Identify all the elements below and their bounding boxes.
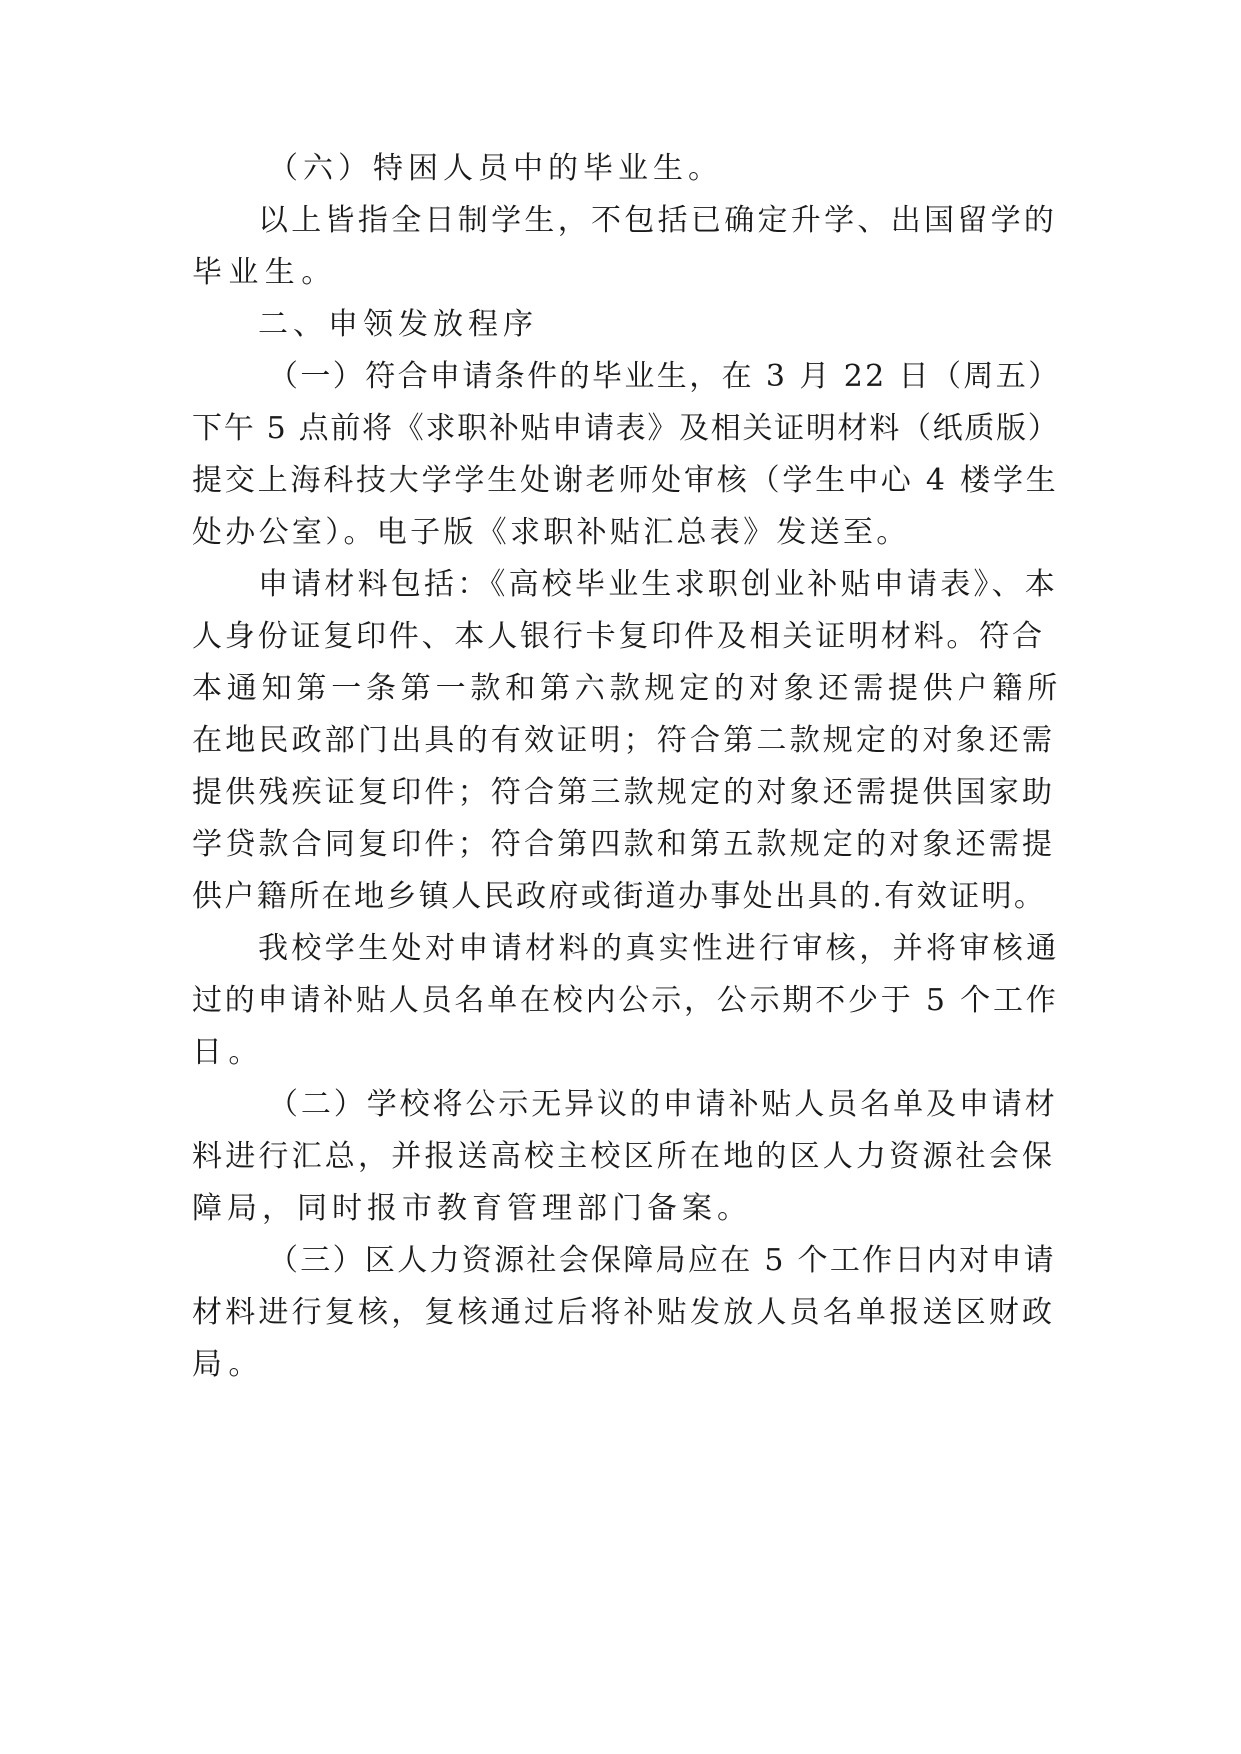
paragraph-line: 在地民政部门出具的有效证明；符合第二款规定的对象还需 [192, 723, 1056, 758]
paragraph-line: 过的申请补贴人员名单在校内公示，公示期不少于 5 个工作 [192, 983, 1059, 1018]
paragraph-line: 处办公室）。电子版《求职补贴汇总表》发送至。 [192, 515, 910, 550]
paragraph-line: 料进行汇总，并报送高校主校区所在地的区人力资源社会保 [192, 1139, 1056, 1174]
paragraph-line: 我校学生处对申请材料的真实性进行审核，并将审核通 [258, 931, 1060, 966]
paragraph-line: （二）学校将公示无异议的申请补贴人员名单及申请材 [268, 1087, 1058, 1122]
paragraph-line: 申请材料包括：《高校毕业生求职创业补贴申请表》、本 [258, 567, 1058, 602]
paragraph-line: 人身份证复印件、本人银行卡复印件及相关证明材料。符合 [192, 619, 1045, 654]
section-heading: 二、申领发放程序 [258, 307, 538, 342]
paragraph-line: 本通知第一条第一款和第六款规定的对象还需提供户籍所 [192, 671, 1062, 706]
paragraph-line: （六）特困人员中的毕业生。 [268, 151, 723, 186]
paragraph-line: 局。 [192, 1347, 265, 1382]
paragraph-line: 毕业生。 [192, 255, 338, 290]
paragraph-line: 障局，同时报市教育管理部门备案。 [192, 1191, 752, 1226]
paragraph-line: 下午 5 点前将《求职补贴申请表》及相关证明材料（纸质版） [192, 411, 1060, 446]
paragraph-line: 提供残疾证复印件；符合第三款规定的对象还需提供国家助 [192, 775, 1056, 810]
paragraph-line: 日。 [192, 1035, 265, 1070]
paragraph-line: 材料进行复核，复核通过后将补贴发放人员名单报送区财政 [192, 1295, 1056, 1330]
paragraph-line: 提交上海科技大学学生处谢老师处审核（学生中心 4 楼学生 [192, 463, 1059, 498]
paragraph-line: 学贷款合同复印件；符合第四款和第五款规定的对象还需提 [192, 827, 1056, 862]
paragraph-line: 以上皆指全日制学生，不包括已确定升学、出国留学的 [258, 203, 1058, 238]
paragraph-line: （一）符合申请条件的毕业生，在 3 月 22 日（周五） [268, 359, 1061, 394]
paragraph-line: （三）区人力资源社会保障局应在 5 个工作日内对申请 [268, 1243, 1056, 1278]
paragraph-line: 供户籍所在地乡镇人民政府或街道办事处出具的.有效证明。 [192, 879, 1047, 914]
